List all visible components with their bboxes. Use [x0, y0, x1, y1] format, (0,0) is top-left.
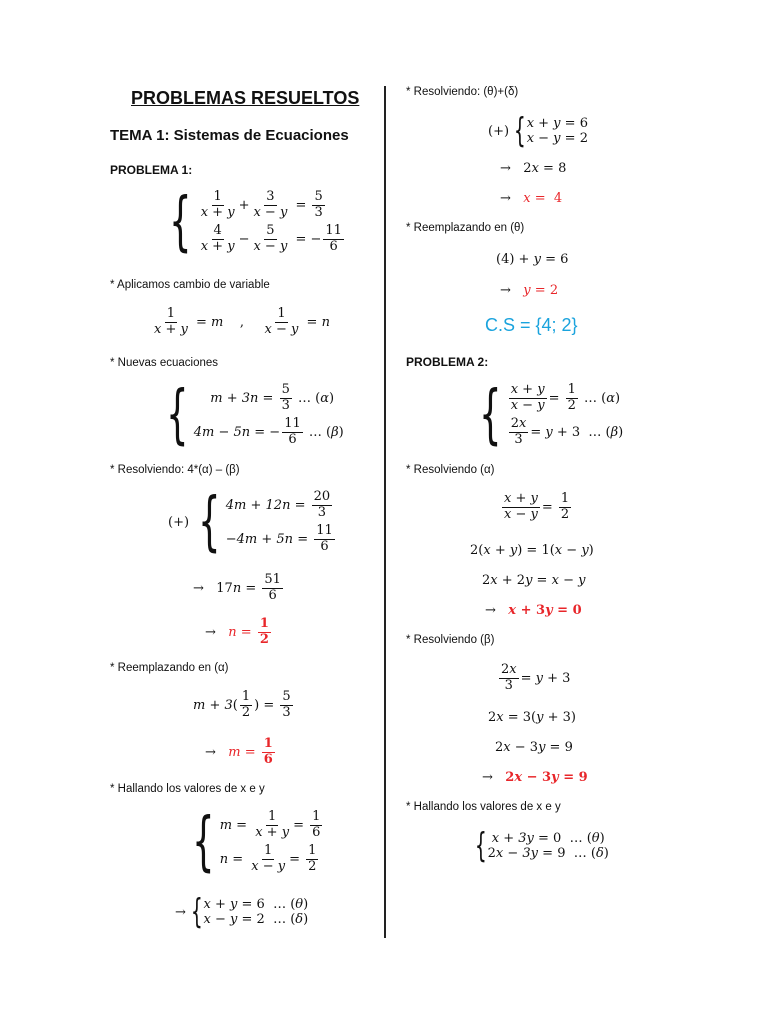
replace-alpha-eq: m + 3 ( $\frac{1}{2}$ ) = $\frac{5}{3}$ [193, 689, 291, 720]
note-solving-alpha: * Resolviendo (α) [406, 464, 495, 476]
theta-delta-system: (+) { x + y = 6 x − y = 2 [488, 111, 588, 151]
alpha-step-1: 2(x + y) = 1(x − y) [470, 543, 594, 558]
column-divider [384, 86, 386, 938]
solving-system: (+) { 4m + 12n = $\frac{20}{3}$ −4m + 5n = $\frac{11}{6}$ [168, 485, 333, 560]
problem-2-heading: PROBLEMA 2: [406, 355, 489, 369]
change-variable-eq: $\frac{1}{x + y}$ = m , $\frac{1}{x - y}$ = n [154, 306, 330, 337]
beta-step-2: 2x − 3y = 9 [495, 740, 573, 755]
beta-fraction-eq: $\frac{2x}{3}$ = y + 3 [501, 662, 571, 693]
alpha-result: → x + 3y = 0 [485, 603, 582, 618]
result-m: → m = $\frac{1}{6}$ [205, 736, 273, 767]
note-solving-theta-delta: * Resolviendo: (θ)+(δ) [406, 86, 519, 98]
replace-theta-eq: (4) + y = 6 [496, 252, 569, 267]
xy-system-theta-delta: → { x + y = 6 … ( θ ) x − y = 2 … ( δ ) [175, 892, 309, 932]
new-equations-system: { m + 3n = $\frac{5}{3}$ … ( α ) 4m − 5n = − $\frac{11}{6}$ … ( β ) [166, 378, 344, 453]
find-xy-system: { m = $\frac{1}{x + y}$ = $\frac{1}{6}$ n = $\frac{1}{x - y}$ = $\frac{1}{2}$ [192, 805, 321, 880]
result-y: → y = 2 [500, 283, 559, 298]
result-x: → x = 4 [500, 191, 563, 206]
solution-set: C.S = {4; 2} [485, 315, 578, 335]
problem-2-system: { $\frac{x + y}{x - y}$ = $\frac{1}{2}$ … ( α ) $\frac{2x}{3}$ = y + 3 … ( β ) [479, 378, 624, 453]
final-system: { x + 3y = 0 … ( θ ) 2 x − 3y = 9 … ( δ ) [474, 826, 609, 866]
page-title: PROBLEMAS RESUELTOS [131, 88, 360, 108]
note-find-xy: * Hallando los valores de x e y [110, 783, 265, 795]
beta-step-1: 2x = 3(y + 3) [488, 710, 576, 725]
note-new-equations: * Nuevas ecuaciones [110, 357, 219, 369]
note-solving: * Resolviendo: 4*(α) – (β) [110, 464, 240, 476]
alpha-step-2: 2x + 2y = x − y [482, 573, 586, 588]
note-replace-alpha: * Reemplazando en (α) [110, 662, 229, 674]
note-find-xy-2: * Hallando los valores de x e y [406, 801, 561, 813]
step-2x: → 2x = 8 [500, 161, 567, 176]
problem-1-heading: PROBLEMA 1: [110, 163, 193, 177]
note-replace-theta: * Reemplazando en (θ) [406, 222, 525, 234]
section-title: TEMA 1: Sistemas de Ecuaciones [110, 127, 349, 144]
note-change-variable: * Aplicamos cambio de variable [110, 279, 270, 291]
problem-1-system: { $\frac{1}{x + y}$ + $\frac{3}{x - y}$ = $\frac{5}{3}$ $\frac{4}{x + y}$ − $\frac{5}{x - y}$ = − $\frac{11}{6}$ [169, 185, 342, 260]
beta-result: → 2x − 3y = 9 [482, 770, 588, 785]
step-17n: → 17 n = $\frac{51}{6}$ [193, 572, 281, 603]
note-solving-beta: * Resolviendo (β) [406, 634, 495, 646]
result-n: → n = $\frac{1}{2}$ [205, 616, 269, 647]
alpha-fraction-eq: $\frac{x + y}{x - y}$ = $\frac{1}{2}$ [504, 491, 570, 522]
